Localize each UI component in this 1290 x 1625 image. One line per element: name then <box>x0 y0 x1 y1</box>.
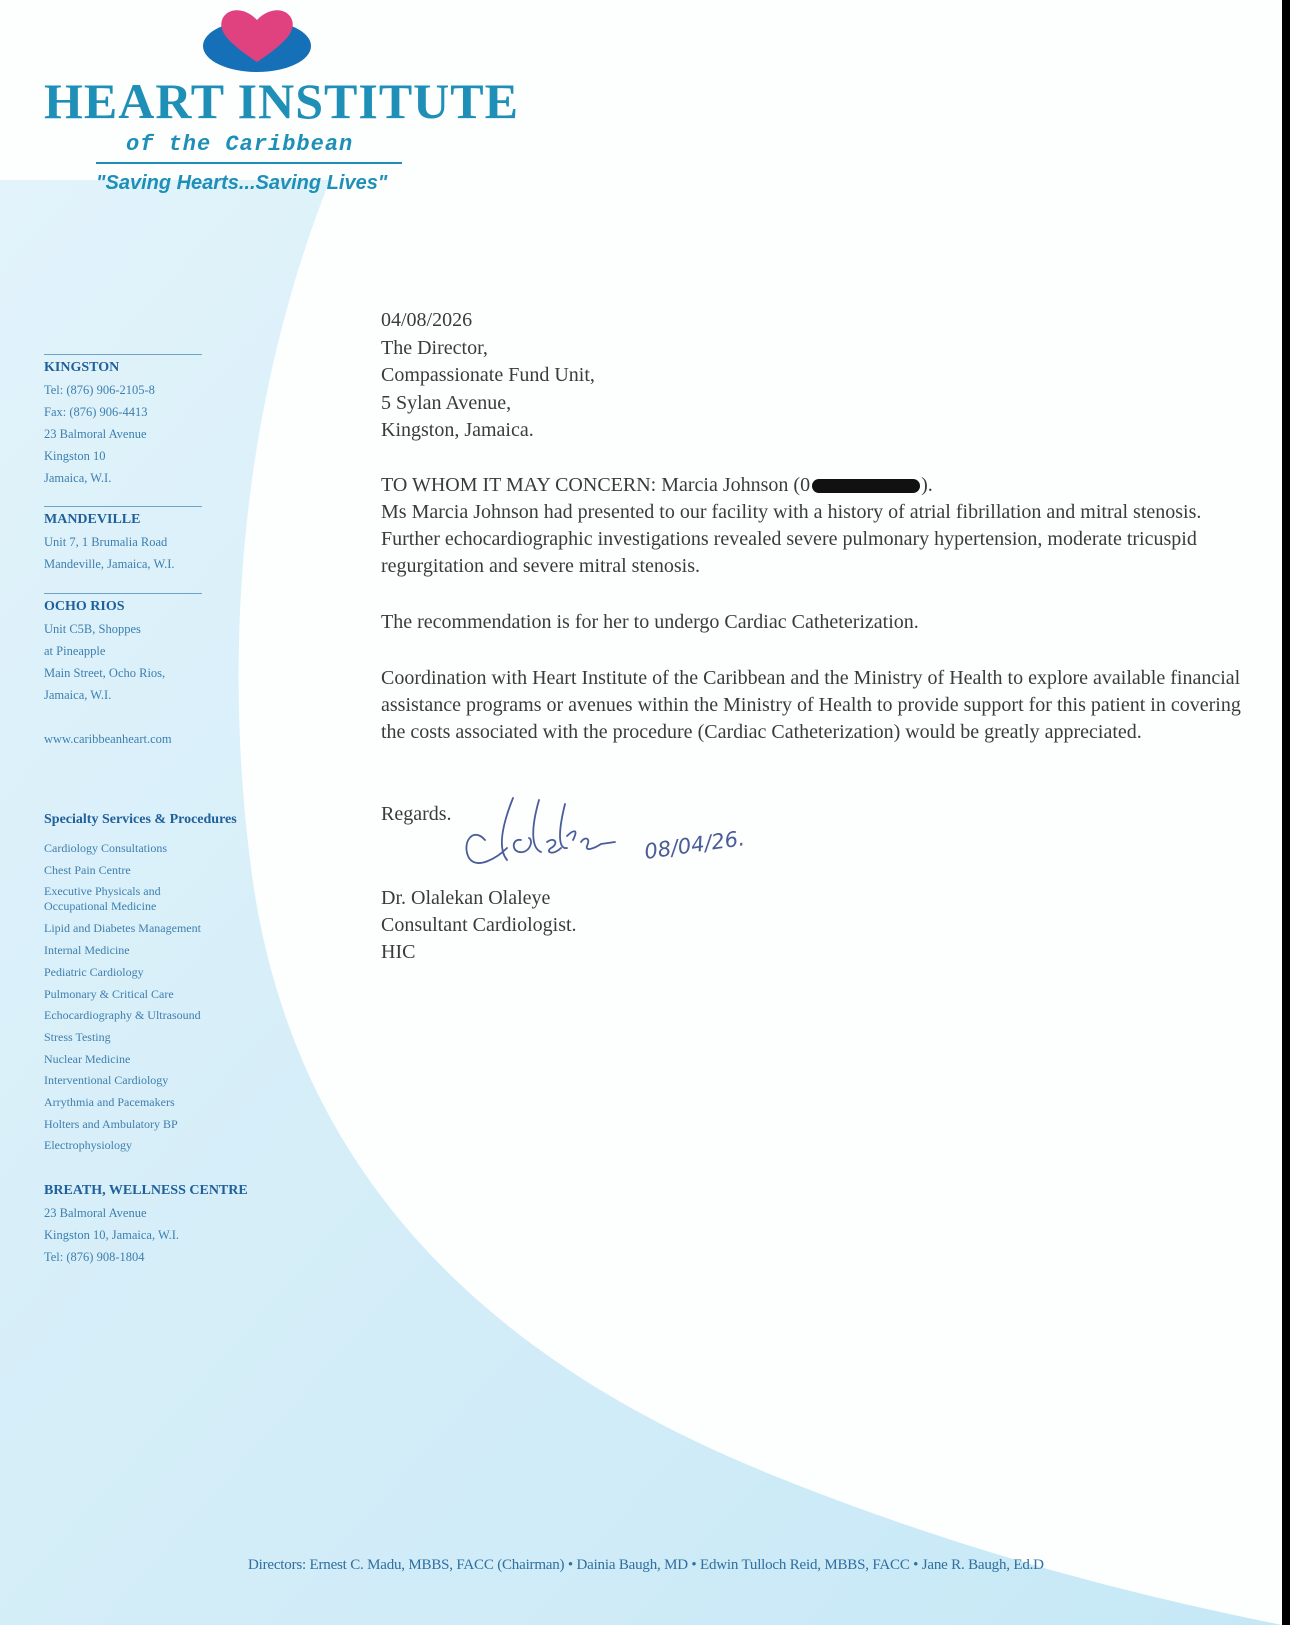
website-link[interactable]: www.caribbeanheart.com <box>44 732 172 746</box>
sidebar-kingston <box>44 357 155 489</box>
breath-line: Kingston 10, Jamaica, W.I. <box>44 1228 180 1242</box>
footer-directors: Directors: Ernest C. Madu, MBBS, FACC (Chairman) • Dainia Baugh, MD • Edwin Tulloch Reid, MBBS, FACC • Jane R. Baugh, Ed.D <box>248 1557 1044 1573</box>
redaction-bar <box>812 479 920 493</box>
services-list <box>44 838 201 1157</box>
service-item: Echocardiography & Ultrasound <box>44 1008 201 1023</box>
kingston-line: Jamaica, W.I. <box>44 471 112 485</box>
brand-subtitle: of the Caribbean <box>126 132 354 157</box>
ocho-rios-line: Unit C5B, Shoppes <box>44 622 141 636</box>
letter-intro <box>381 472 1261 580</box>
sidebar-divider <box>44 593 202 594</box>
subject-redacted-digit: 0 <box>800 474 811 496</box>
kingston-line: Fax: (876) 906-4413 <box>44 405 148 419</box>
mandeville-heading: MANDEVILLE <box>44 512 141 527</box>
service-item-line: Occupational Medicine <box>44 899 157 914</box>
paragraph-recommendation: The recommendation is for her to undergo Cardiac Catheterization. <box>381 611 919 633</box>
service-item: Cardiology Consultations <box>44 841 167 855</box>
ocho-rios-line: at Pineapple <box>44 644 106 658</box>
service-item-line: Executive Physicals and <box>44 884 161 899</box>
kingston-line: Kingston 10 <box>44 449 106 463</box>
kingston-line: 23 Balmoral Avenue <box>44 427 147 441</box>
kingston-line: Tel: (876) 906-2105-8 <box>44 383 155 397</box>
handwritten-date: 08/04/26. <box>642 826 747 864</box>
sidebar-divider <box>44 506 202 507</box>
service-item <box>44 881 201 918</box>
recipient-block <box>381 307 595 445</box>
services-heading: Specialty Services & Procedures <box>44 812 237 827</box>
sidebar-ocho-rios <box>44 596 165 706</box>
ocho-rios-line: Jamaica, W.I. <box>44 688 112 702</box>
breath-heading: BREATH, WELLNESS CENTRE <box>44 1183 248 1198</box>
subject-suffix: ). <box>921 474 933 496</box>
service-item: Pediatric Cardiology <box>44 964 144 979</box>
service-item: Holters and Ambulatory BP <box>44 1116 178 1131</box>
service-item: Lipid and Diabetes Management <box>44 921 201 936</box>
service-item: Chest Pain Centre <box>44 862 131 877</box>
service-item: Electrophysiology <box>44 1138 132 1153</box>
recipient-line: The Director, <box>381 336 488 359</box>
paragraph-coordination: Coordination with Heart Institute of the Caribbean and the Ministry of Health to explore available financial assistance programs or avenues within the Ministry of Health to provide support for this patient in covering the costs associated with the procedure (Cardiac Catheterization) would be greatly appreciated. <box>381 667 1241 743</box>
brand-title: HEART INSTITUTE <box>44 73 519 129</box>
signer-org: HIC <box>381 941 416 963</box>
brand-divider <box>96 162 402 164</box>
breath-line: 23 Balmoral Avenue <box>44 1206 147 1220</box>
recipient-line: 5 Sylan Avenue, <box>381 391 512 414</box>
service-item: Pulmonary & Critical Care <box>44 986 174 1001</box>
service-item: Interventional Cardiology <box>44 1073 169 1088</box>
service-item: Stress Testing <box>44 1029 111 1044</box>
letter-date: 04/08/2026 <box>381 309 473 331</box>
mandeville-line: Mandeville, Jamaica, W.I. <box>44 557 175 571</box>
paragraph-history: Ms Marcia Johnson had presented to our facility with a history of atrial fibrillation and mitral stenosis. Further echocardiographic investigations revealed severe pulmonary hypertension, moderate tricuspid regurgitation and severe mitral stenosis. <box>381 501 1202 577</box>
recipient-line: Kingston, Jamaica. <box>381 419 534 441</box>
sidebar-divider <box>44 354 202 355</box>
service-item: Arrythmia and Pacemakers <box>44 1095 175 1110</box>
ocho-rios-heading: OCHO RIOS <box>44 599 125 614</box>
sidebar-mandeville <box>44 509 175 575</box>
subject-prefix: TO WHOM IT MAY CONCERN: Marcia Johnson ( <box>381 474 801 496</box>
sidebar-breath-wellness <box>44 1180 248 1268</box>
service-item: Internal Medicine <box>44 943 130 958</box>
brand-tagline: "Saving Hearts...Saving Lives" <box>96 172 388 194</box>
mandeville-line: Unit 7, 1 Brumalia Road <box>44 535 168 549</box>
recipient-line: Compassionate Fund Unit, <box>381 364 595 386</box>
kingston-heading: KINGSTON <box>44 360 120 375</box>
signer-title: Consultant Cardiologist. <box>381 914 577 936</box>
signer-block <box>381 885 577 966</box>
heart-logo-icon <box>200 4 315 74</box>
closing: Regards. <box>381 803 452 825</box>
subject-line <box>381 472 1261 499</box>
breath-line: Tel: (876) 908-1804 <box>44 1250 145 1264</box>
service-item: Nuclear Medicine <box>44 1051 131 1066</box>
signer-name: Dr. Olalekan Olaleye <box>381 887 551 909</box>
ocho-rios-line: Main Street, Ocho Rios, <box>44 666 166 680</box>
